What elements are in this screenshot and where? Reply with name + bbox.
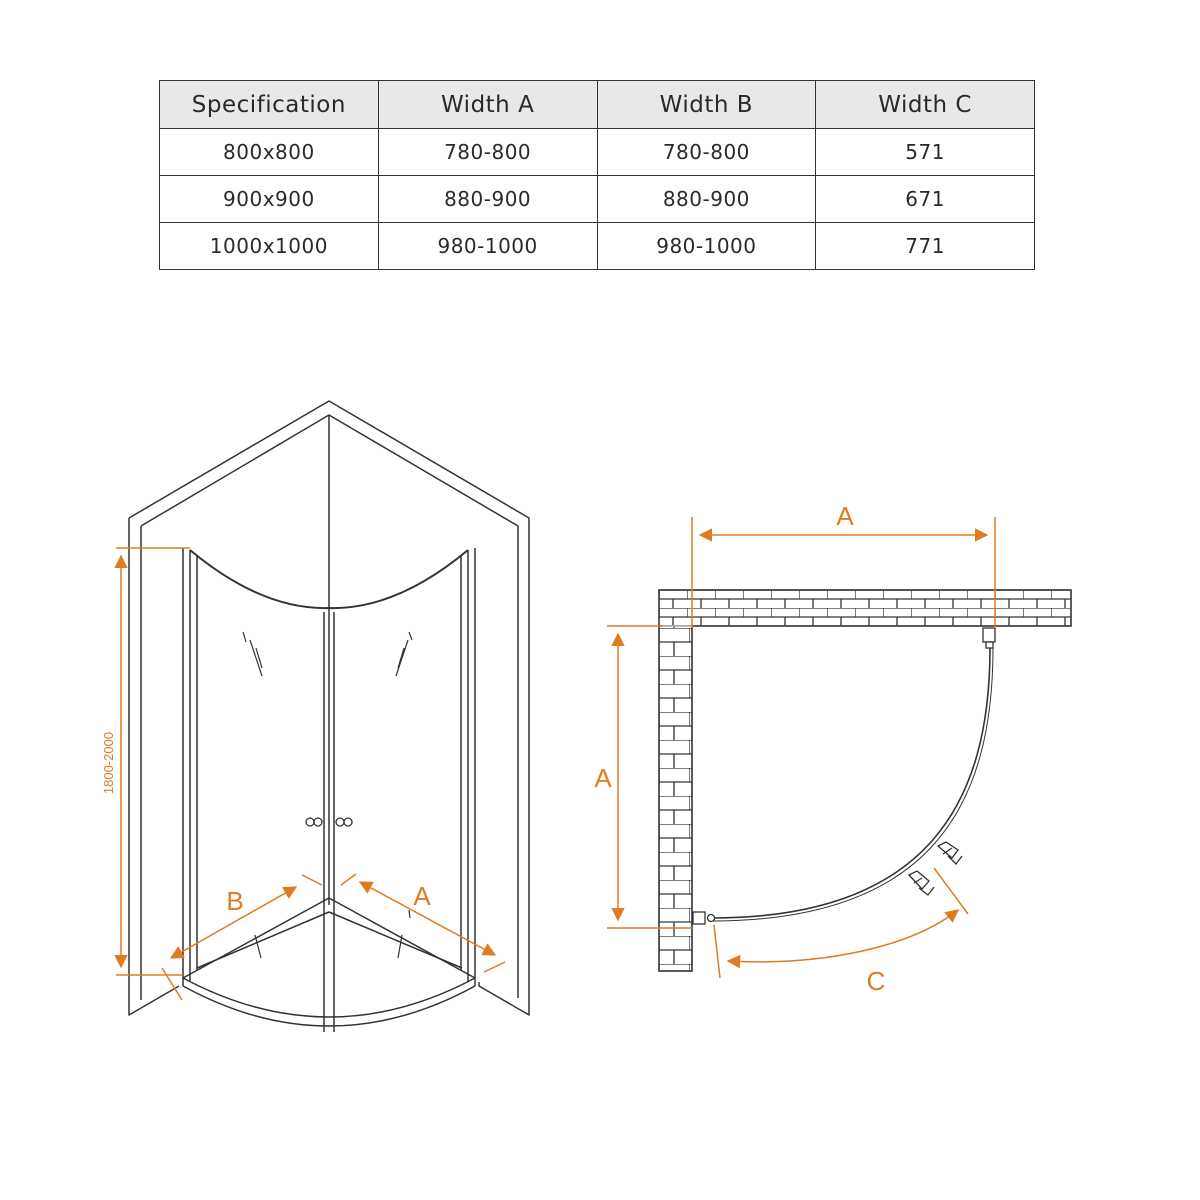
plan-label-a-side: A: [594, 763, 612, 793]
header-specification: Specification: [160, 81, 379, 129]
table-cell: 980-1000: [597, 223, 816, 270]
glass-reflection-right: [396, 632, 412, 676]
height-label: 1800-2000: [101, 731, 116, 795]
table-cell: 671: [816, 176, 1035, 223]
header-width-b: Width B: [597, 81, 816, 129]
perspective-view: [129, 401, 529, 1032]
left-post: [183, 548, 197, 982]
plan-label-a-top: A: [836, 501, 854, 531]
table-cell: 780-800: [597, 129, 816, 176]
table-cell: 800x800: [160, 129, 379, 176]
table-cell: 980-1000: [378, 223, 597, 270]
perspective-dimensions: [116, 548, 505, 1000]
table-cell: 880-900: [378, 176, 597, 223]
header-width-a: Width A: [378, 81, 597, 129]
table-cell: 880-900: [597, 176, 816, 223]
perspective-label-b: B: [226, 886, 244, 916]
plan-label-c: C: [866, 966, 886, 996]
plan-view: [594, 501, 1071, 996]
plan-hinges: [693, 628, 995, 924]
table-cell: 780-800: [378, 129, 597, 176]
table-cell: 771: [816, 223, 1035, 270]
perspective-label-a: A: [413, 881, 431, 911]
top-brick-wall: [659, 590, 1071, 626]
curved-glass-panel: [712, 648, 990, 918]
side-brick-wall: [659, 626, 692, 971]
table-cell: 571: [816, 129, 1035, 176]
header-width-c: Width C: [816, 81, 1035, 129]
table-cell: 1000x1000: [160, 223, 379, 270]
table-cell: 900x900: [160, 176, 379, 223]
glass-reflection-left: [243, 632, 262, 676]
right-post: [461, 548, 475, 982]
shower-tray: [183, 898, 475, 1026]
